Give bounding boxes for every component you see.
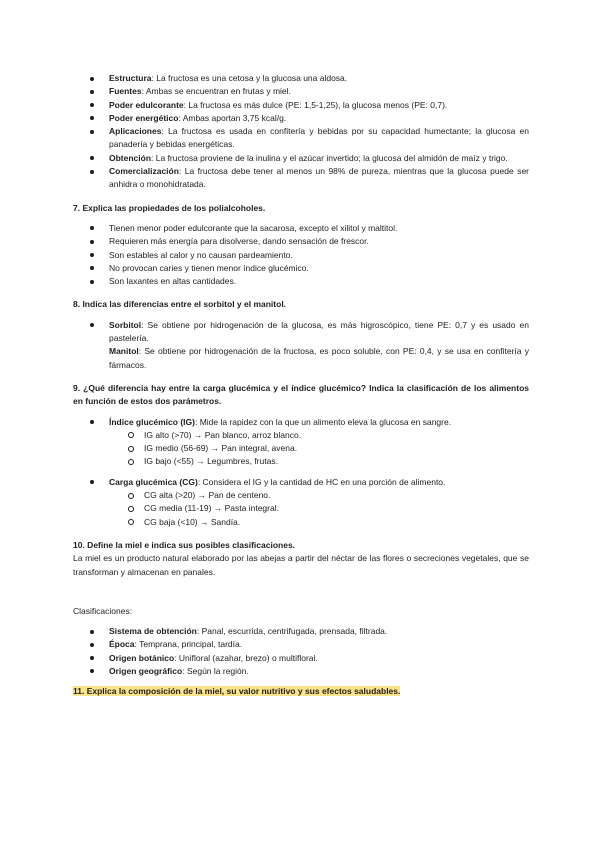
item-text: : Temprana, principal, tardía. bbox=[134, 639, 243, 650]
ig-text: : Mide la rapidez con la que un alimento eleva la glucosa en sangre. bbox=[194, 416, 452, 427]
list-item bbox=[73, 72, 529, 85]
honey-definition: La miel es un producto natural elaborado por las abejas a partir del néctar de las flores o secreciones vegetales, que se transforman y almacenan en panales. bbox=[73, 553, 529, 577]
classifications-heading: Clasificaciones: bbox=[73, 605, 133, 616]
manitol-text: : Se obtiene por hidrogenación de la fructosa, es poco soluble, con PE: 0,4, y se usa en confitería y fármacos. bbox=[109, 346, 529, 370]
list-item bbox=[73, 652, 529, 665]
sub-list-item: CG alta (>20) → Pan de centeno. bbox=[73, 489, 529, 502]
item-text: : La fructosa proviene de la inulina y el azúcar invertido; la glucosa del almidón de maíz y trigo. bbox=[151, 152, 508, 163]
list-item bbox=[73, 416, 529, 429]
item-label: Obtención bbox=[109, 152, 152, 163]
fructose-glucose-list bbox=[73, 72, 529, 192]
polyol-properties-list bbox=[73, 222, 529, 288]
honey-classification-list bbox=[73, 625, 529, 678]
list-item: Son estables al calor y no causan pardeamiento. bbox=[73, 249, 529, 262]
q8-heading: 8. Indica las diferencias entre el sorbitol y el manitol. bbox=[73, 299, 287, 310]
q7-heading: 7. Explica las propiedades de los polialcoholes. bbox=[73, 202, 266, 213]
sorbitol-label: Sorbitol bbox=[109, 319, 142, 330]
cg-text: : Considera el IG y la cantidad de HC en una porción de alimento. bbox=[197, 476, 446, 487]
item-label: Sistema de obtención bbox=[109, 626, 197, 637]
sub-list-item: IG alto (>70) → Pan blanco, arroz blanco. bbox=[73, 429, 529, 442]
item-text: : La fructosa es una cetosa y la glucosa una aldosa. bbox=[151, 73, 348, 83]
document-content bbox=[73, 72, 529, 699]
cg-sublist bbox=[73, 489, 529, 529]
item-text: : La fructosa debe tener al menos un 98% de pureza, mientras que la glucosa puede ser anhidra o monohidratada. bbox=[109, 166, 529, 190]
manitol-label: Manitol bbox=[109, 346, 139, 357]
item-label: Origen geográfico bbox=[109, 665, 183, 676]
list-item bbox=[73, 345, 529, 372]
list-item bbox=[73, 125, 529, 152]
q11-highlight: 11. Explica la composición de la miel, su valor nutritivo y sus efectos saludables. bbox=[73, 686, 401, 697]
list-item bbox=[73, 85, 529, 98]
q10-heading: 10. Define la miel e indica sus posibles clasificaciones. bbox=[73, 539, 296, 550]
list-item bbox=[73, 112, 529, 125]
item-label: Comercialización bbox=[109, 166, 179, 177]
item-label: Estructura bbox=[109, 73, 152, 83]
list-item bbox=[73, 319, 529, 346]
sub-list-item: IG bajo (<55) → Legumbres, frutas. bbox=[73, 455, 529, 468]
item-label: Aplicaciones bbox=[109, 126, 162, 137]
list-item bbox=[73, 638, 529, 651]
item-text: : La fructosa es usada en confitería y bebidas por su capacidad humectante; la glucosa en panadería y bebidas energéticas. bbox=[109, 126, 529, 150]
glycemic-load-list bbox=[73, 476, 529, 489]
list-item: Tienen menor poder edulcorante que la sacarosa, excepto el xilitol y maltitol. bbox=[73, 222, 529, 235]
sub-list-item: IG medio (56-69) → Pan integral, avena. bbox=[73, 442, 529, 455]
item-label: Poder edulcorante bbox=[109, 99, 184, 110]
glycemic-list bbox=[73, 416, 529, 429]
list-item bbox=[73, 165, 529, 192]
q9-heading: 9. ¿Qué diferencia hay entre la carga glucémica y el índice glucémico? Indica la clasificación de los alimentos en función de estos dos parámetros. bbox=[73, 382, 529, 407]
q11-heading bbox=[73, 685, 529, 698]
cg-label: Carga glucémica (CG) bbox=[109, 476, 198, 487]
item-text: : Según la región. bbox=[182, 665, 249, 676]
item-label: Poder energético bbox=[109, 112, 179, 123]
sub-list-item: CG media (11-19) → Pasta integral. bbox=[73, 502, 529, 515]
list-item bbox=[73, 99, 529, 112]
ig-label: Índice glucémico (IG) bbox=[109, 416, 195, 427]
item-text: : Ambas se encuentran en frutas y miel. bbox=[141, 86, 291, 97]
list-item bbox=[73, 625, 529, 638]
sorbitol-text: : Se obtiene por hidrogenación de la glucosa, es más higroscópico, tiene PE: 0,7 y es usado en pastelería. bbox=[109, 319, 529, 344]
item-text: : La fructosa es más dulce (PE: 1,5-1,25), la glucosa menos (PE: 0,7). bbox=[183, 99, 448, 110]
list-item: No provocan caries y tienen menor índice glucémico. bbox=[73, 262, 529, 275]
item-text: : Ambas aportan 3,75 kcal/g. bbox=[178, 112, 287, 123]
item-label: Fuentes bbox=[109, 86, 142, 97]
item-text: : Panal, escurrida, centrifugada, prensada, filtrada. bbox=[196, 626, 388, 637]
list-item bbox=[73, 476, 529, 489]
list-item: Son laxantes en altas cantidades. bbox=[73, 275, 529, 288]
sorbitol-manitol-list bbox=[73, 319, 529, 372]
sub-list-item: CG baja (<10) → Sandía. bbox=[73, 516, 529, 529]
ig-sublist bbox=[73, 429, 529, 469]
list-item: Requieren más energía para disolverse, dando sensación de frescor. bbox=[73, 235, 529, 248]
list-item bbox=[73, 152, 529, 165]
list-item bbox=[73, 665, 529, 678]
item-text: : Unifloral (azahar, brezo) o multifloral. bbox=[174, 652, 318, 663]
item-label: Época bbox=[109, 639, 135, 650]
item-label: Origen botánico bbox=[109, 652, 175, 663]
